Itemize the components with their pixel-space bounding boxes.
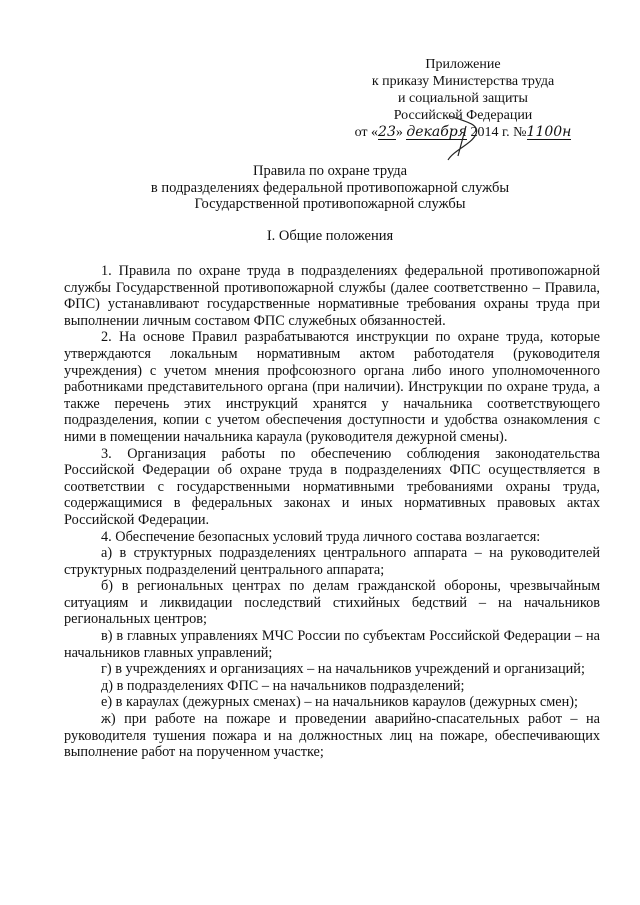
- title-line-3: Государственной противопожарной службы: [194, 196, 466, 212]
- paragraph-3: 3. Организация работы по обеспечению соблюдения законодательства Российской Федерации об охране труда в подразделениях ФПС осуществляется в соответствии с государственными нормативными требованиями охраны труда, содержащимися в федеральных законах и иных нормативных правовых актах Российской Федерации.: [64, 445, 600, 528]
- appendix-line-ministry: и социальной защиты: [398, 91, 528, 106]
- date-mid: »: [395, 125, 403, 140]
- appendix-title: Приложение: [425, 57, 501, 72]
- paragraph-4: 4. Обеспечение безопасных условий труда личного состава возлагается:: [101, 528, 541, 545]
- date-prefix: от «: [354, 125, 379, 140]
- document-title: [120, 163, 540, 213]
- appendix-line-order: к приказу Министерства труда: [371, 74, 555, 89]
- handwritten-signature: [436, 112, 492, 164]
- paragraph-4g: г) в учреждениях и организациях – на начальников учреждений и организаций;: [101, 661, 585, 678]
- paragraph-4zh: ж) при работе на пожаре и проведении аварийно-спасательных работ – на руководителя тушения пожара и на должностных лиц на пожаре, обеспечивающих выполнение работ на порученном участке;: [64, 711, 600, 761]
- paragraph-4e: е) в караулах (дежурных сменах) – на начальников караулов (дежурных смен);: [101, 694, 578, 711]
- paragraph-4v: в) в главных управлениях МЧС России по субъектам Российской Федерации – на начальников главных управлений;: [64, 628, 600, 661]
- order-number: 1100н: [526, 124, 572, 140]
- date-year: 2014 г. №: [470, 125, 527, 140]
- paragraph-4b: б) в региональных центрах по делам гражданской обороны, чрезвычайным ситуациям и ликвидации последствий стихийных бедствий – на начальников региональных центров;: [64, 578, 600, 628]
- paragraph-4d: д) в подразделениях ФПС – на начальников подразделений;: [101, 677, 465, 694]
- section-heading: I. Общие положения: [266, 228, 394, 244]
- paragraph-2: 2. На основе Правил разрабатываются инструкции по охране труда, которые утверждаются локальным нормативным актом работодателя (руководителя учреждения) с учетом мнения профсоюзного органа либо иного уполномоченного работниками представительного органа (при наличии). Инструкции по охране труда, а также перечень этих инструкций хранятся у начальника соответствующего подразделения, копии с учетом обеспечения доступности и удобства ознакомления с ними в помещении начальника караула (руководителя дежурной смены).: [64, 329, 600, 445]
- title-line-1: Правила по охране труда: [252, 163, 408, 179]
- document-body: [64, 263, 600, 761]
- paragraph-4a: а) в структурных подразделениях центрального аппарата – на руководителей структурных подразделений центрального аппарата;: [64, 545, 600, 578]
- paragraph-1: 1. Правила по охране труда в подразделениях федеральной противопожарной службы Государственной противопожарной службы (далее соответственно – Правила, ФПС) устанавливают государственные нормативные требования охраны труда при выполнении личным составом ФПС служебных обязанностей.: [64, 263, 600, 329]
- date-day: 23: [378, 124, 396, 140]
- date-month: декабря: [406, 124, 468, 140]
- appendix-line-country: Российской Федерации: [393, 108, 533, 123]
- title-line-2: в подразделениях федеральной противопожарной службы: [150, 179, 510, 196]
